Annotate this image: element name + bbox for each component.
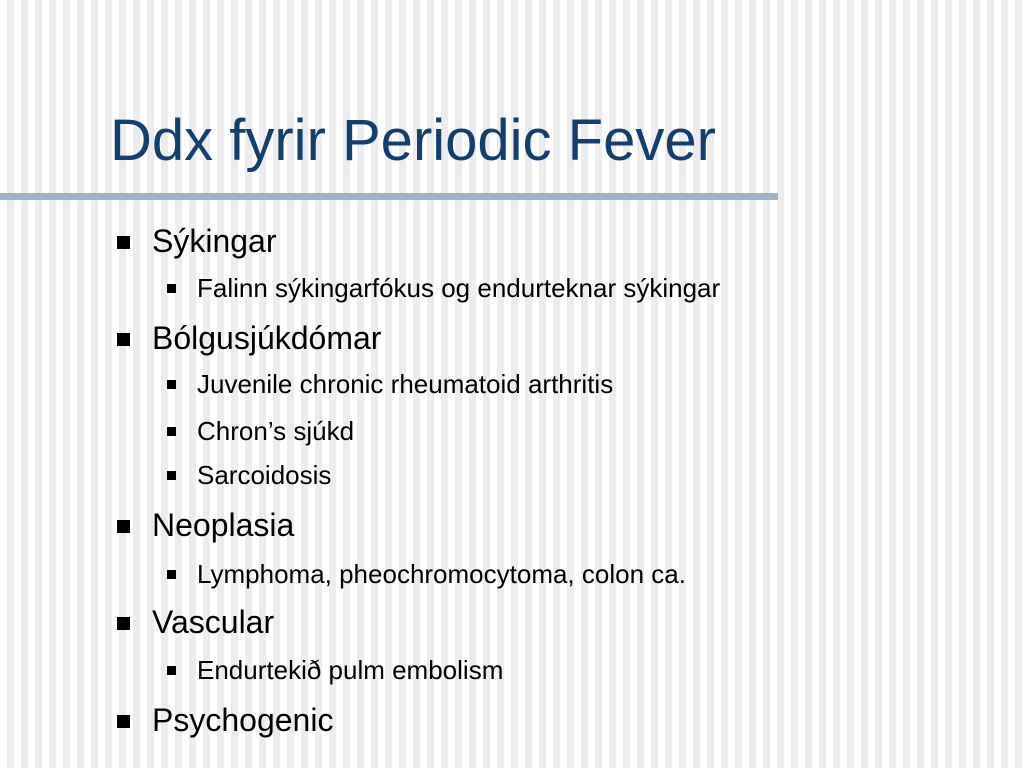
bullet-item-level2 [197, 415, 354, 447]
square-bullet-icon [117, 520, 130, 533]
bullet-item-level1 [152, 221, 277, 261]
square-bullet-icon [117, 236, 130, 249]
bullet-item-level2 [197, 654, 503, 686]
square-bullet-icon [167, 427, 176, 436]
bullet-item-level2 [197, 272, 720, 304]
square-bullet-icon [167, 284, 176, 293]
bullet-text: Bólgusjúkdómar [152, 320, 382, 356]
title-underline [0, 193, 778, 200]
square-bullet-icon [117, 617, 130, 630]
bullet-item-level2 [197, 558, 686, 590]
square-bullet-icon [167, 380, 176, 389]
bullet-item-level2 [197, 368, 613, 400]
bullet-text: Neoplasia [152, 507, 295, 543]
bullet-text: Chron’s sjúkd [197, 416, 355, 446]
bullet-text: Sýkingar [152, 223, 277, 259]
square-bullet-icon [167, 471, 176, 480]
bullet-text: Vascular [152, 604, 275, 640]
bullet-item-level1 [152, 505, 294, 545]
square-bullet-icon [167, 666, 176, 675]
bullet-item-level2 [197, 459, 331, 491]
bullet-text: Lymphoma, pheochromocytoma, colon ca. [197, 559, 686, 589]
bullet-item-level1 [152, 700, 333, 740]
bullet-text: Endurtekið pulm embolism [197, 655, 504, 685]
bullet-item-level1 [152, 318, 381, 358]
square-bullet-icon [117, 715, 130, 728]
bullet-text: Psychogenic [152, 702, 334, 738]
slide-title: Ddx fyrir Periodic Fever [110, 108, 716, 173]
bullet-item-level1 [152, 602, 274, 642]
bullet-text: Sarcoidosis [197, 460, 332, 490]
bullet-text: Falinn sýkingarfókus og endurteknar sýkingar [197, 273, 721, 303]
bullet-text: Juvenile chronic rheumatoid arthritis [197, 369, 614, 399]
square-bullet-icon [167, 570, 176, 579]
square-bullet-icon [117, 333, 130, 346]
